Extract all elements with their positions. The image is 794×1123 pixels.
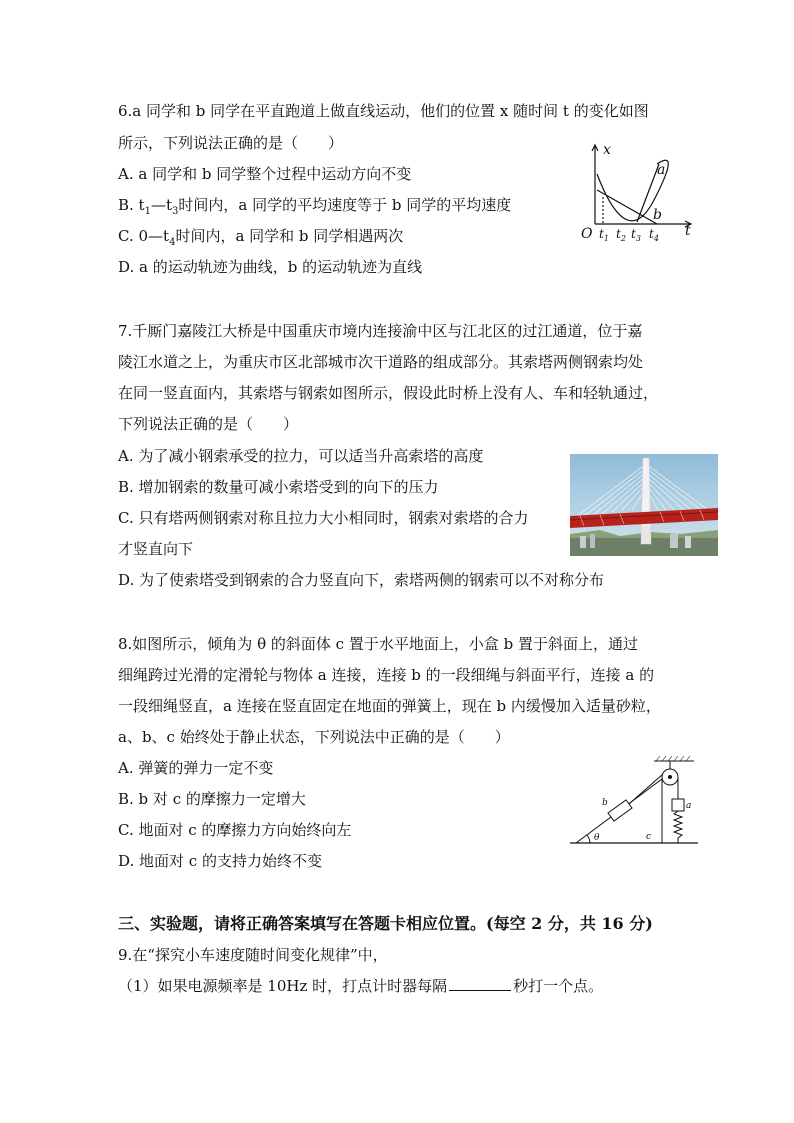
- graph-y-label: x: [603, 142, 611, 158]
- label-a: a: [686, 801, 692, 811]
- q9-part1-pre: （1）如果电源频率是 10Hz 时，打点计时器每隔: [118, 977, 448, 995]
- graph-x-label: t: [685, 223, 691, 239]
- q7-option-c-line2: 才竖直向下: [118, 540, 194, 558]
- graph-t4-label: $t_4$: [649, 227, 659, 243]
- rope-b: [629, 774, 663, 804]
- q6-option-c: [118, 226, 403, 253]
- graph-origin-label: O: [581, 226, 593, 242]
- label-theta: θ: [594, 833, 600, 843]
- q6-option-b-post: 时间内，a 同学的平均速度等于 b 同学的平均速度: [178, 196, 512, 214]
- q7-stem-line2: 陵江水道之上，为重庆市区北部城市次干道路的组成部分。其索塔两侧钢索均处: [118, 353, 644, 371]
- q6-option-b-pre: B. t: [118, 196, 145, 214]
- q7-option-b: B. 增加钢索的数量可减小索塔受到的向下的压力: [118, 478, 439, 496]
- theta-arc: [587, 835, 590, 843]
- graph-t2-label: $t_2$: [616, 227, 626, 243]
- q8-option-a: A. 弹簧的弹力一定不变: [118, 759, 274, 777]
- q6-option-b-mid: —t: [150, 196, 172, 214]
- q7-option-c-line1: C. 只有塔两侧钢索对称且拉力大小相同时，钢索对索塔的合力: [118, 509, 529, 527]
- q7-stem-line4: 下列说法正确的是（ ）: [118, 415, 299, 433]
- q7-stem-line1: 7.千厮门嘉陵江大桥是中国重庆市境内连接渝中区与江北区的过江通道，位于嘉: [118, 322, 643, 340]
- section-three-heading: 三、实验题，请将正确答案填写在答题卡相应位置。(每空 2 分，共 16 分): [118, 914, 653, 933]
- q8-stem-line4: a、b、c 始终处于静止状态，下列说法中正确的是（ ）: [118, 728, 510, 746]
- q8-stem-line2: 细绳跨过光滑的定滑轮与物体 a 连接，连接 b 的一段细绳与斜面平行，连接 a 的: [118, 666, 655, 684]
- q6-option-b-sub3: 3: [172, 206, 179, 217]
- q9-answer-blank: [449, 976, 511, 991]
- graph-t1-label: $t_1$: [599, 227, 609, 243]
- q9-part1-post: 秒打一个点。: [513, 977, 604, 995]
- q6-option-b: [118, 195, 511, 222]
- box-b: [608, 800, 632, 821]
- q8-stem-line1: 8.如图所示，倾角为 θ 的斜面体 c 置于水平地面上，小盒 b 置于斜面上，通过: [118, 635, 638, 653]
- q6-option-a: A. a 同学和 b 同学整个过程中运动方向不变: [118, 165, 412, 183]
- q6-option-c-post: 时间内，a 同学和 b 同学相遇两次: [175, 227, 404, 245]
- graph-curve-b-label: b: [653, 207, 662, 223]
- label-c: c: [646, 832, 652, 842]
- q6-stem-line2: 所示，下列说法正确的是（ ）: [118, 134, 344, 152]
- q9-stem: 9.在“探究小车速度随时间变化规律”中，: [118, 946, 388, 964]
- q6-option-b-sub1: 1: [144, 206, 151, 217]
- q6-option-c-sub4: 4: [169, 237, 176, 248]
- q7-option-d: D. 为了使索塔受到钢索的合力竖直向下，索塔两侧的钢索可以不对称分布: [118, 571, 605, 589]
- q6-option-c-pre: C. 0—t: [118, 227, 170, 245]
- q8-stem-line3: 一段细绳竖直，a 连接在竖直固定在地面的弹簧上，现在 b 内缓慢加入适量砂粒，: [118, 697, 661, 715]
- q6-xt-graph: [575, 140, 700, 250]
- q6-option-d: D. a 的运动轨迹为曲线，b 的运动轨迹为直线: [118, 258, 423, 276]
- spring: [674, 811, 682, 843]
- graph-t3-label: $t_3$: [631, 227, 641, 243]
- incline-pulley-figure: [570, 755, 700, 849]
- q9-part1: [118, 976, 603, 996]
- bridge-photo: [570, 454, 718, 556]
- block-a: [672, 799, 684, 811]
- curve-b: [597, 190, 657, 224]
- q8-option-b: B. b 对 c 的摩擦力一定增大: [118, 790, 306, 808]
- q7-option-a: A. 为了减小钢索承受的拉力，可以适当升高索塔的高度: [118, 447, 484, 465]
- q8-option-c: C. 地面对 c 的摩擦力方向始终向左: [118, 821, 352, 839]
- graph-curve-a-label: a: [657, 162, 666, 178]
- q7-stem-line3: 在同一竖直面内，其索塔与钢索如图所示，假设此时桥上没有人、车和轻轨通过，: [118, 384, 659, 402]
- q6-stem-line1: 6.a 同学和 b 同学在平直跑道上做直线运动，他们的位置 x 随时间 t 的变化如图: [118, 102, 649, 120]
- ceiling-hatch: [656, 756, 690, 761]
- label-b: b: [602, 798, 608, 808]
- q8-option-d: D. 地面对 c 的支持力始终不变: [118, 852, 322, 870]
